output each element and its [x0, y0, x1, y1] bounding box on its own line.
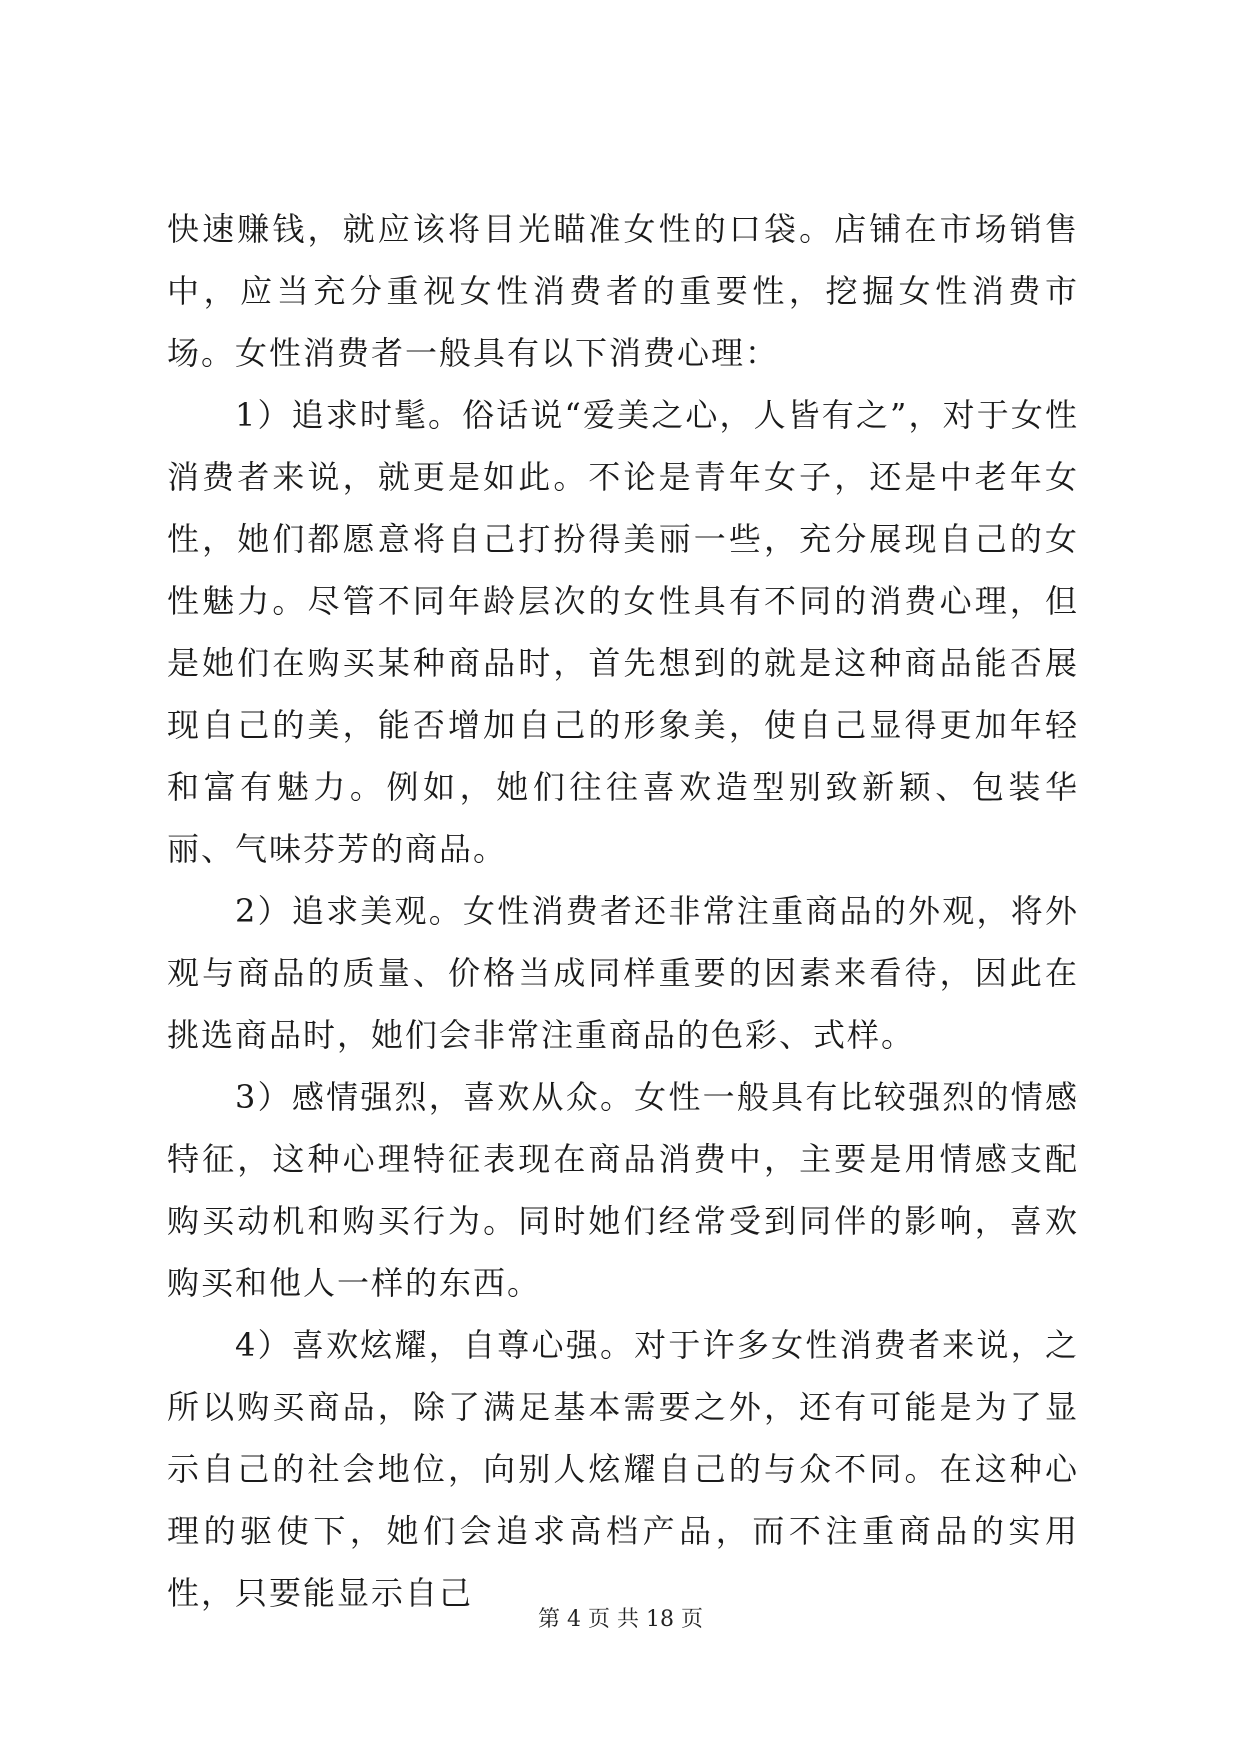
paragraph-point-3: 3）感情强烈，喜欢从众。女性一般具有比较强烈的情感特征，这种心理特征表现在商品消费中，主要是用情感支配购买动机和购买行为。同时她们经常受到同伴的影响，喜欢购买和他人一样的东西。: [167, 1078, 1079, 1302]
body-text: [167, 198, 1079, 1624]
paragraph-point-2: 2）追求美观。女性消费者还非常注重商品的外观，将外观与商品的质量、价格当成同样重要的因素来看待，因此在挑选商品时，她们会非常注重商品的色彩、式样。: [167, 892, 1079, 1054]
paragraph-point-4: 4）喜欢炫耀，自尊心强。对于许多女性消费者来说，之所以购买商品，除了满足基本需要之外，还有可能是为了显示自己的社会地位，向别人炫耀自己的与众不同。在这种心理的驱使下，她们会追求高档产品，而不注重商品的实用性，只要能显示自己: [167, 1326, 1079, 1612]
paragraph-point-1: 1）追求时髦。俗话说“爱美之心，人皆有之”，对于女性消费者来说，就更是如此。不论是青年女子，还是中老年女性，她们都愿意将自己打扮得美丽一些，充分展现自己的女性魅力。尽管不同年龄层次的女性具有不同的消费心理，但是她们在购买某种商品时，首先想到的就是这种商品能否展现自己的美，能否增加自己的形象美，使自己显得更加年轻和富有魅力。例如，她们往往喜欢造型别致新颖、包装华丽、气味芬芳的商品。: [167, 396, 1079, 868]
paragraph-intro-continued: 快速赚钱，就应该将目光瞄准女性的口袋。店铺在市场销售中，应当充分重视女性消费者的重要性，挖掘女性消费市场。女性消费者一般具有以下消费心理：: [167, 210, 1079, 372]
page-number-footer: 第 4 页 共 18 页: [538, 1607, 703, 1632]
